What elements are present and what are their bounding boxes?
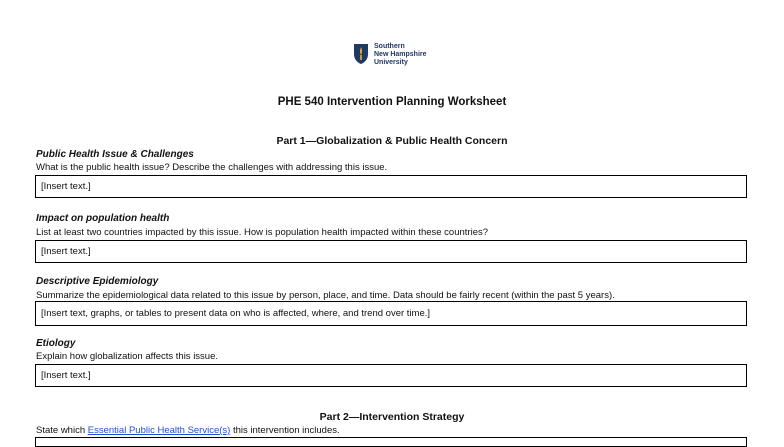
logo-line-3: University bbox=[374, 59, 408, 66]
section-heading-epidemiology: Descriptive Epidemiology bbox=[36, 276, 159, 287]
section-heading-issue: Public Health Issue & Challenges bbox=[36, 149, 194, 160]
document-title: PHE 540 Intervention Planning Worksheet bbox=[277, 96, 507, 108]
part-2-prompt bbox=[36, 425, 340, 436]
issue-text-field[interactable] bbox=[35, 175, 747, 198]
issue-text-value: [Insert text.] bbox=[41, 181, 91, 192]
part-2-text-field[interactable] bbox=[35, 437, 747, 447]
section-prompt-epidemiology: Summarize the epidemiological data related to this issue by person, place, and time. Data should be fairly recent (within the past 5 years). bbox=[36, 290, 615, 301]
part-2-title: Part 2—Intervention Strategy bbox=[319, 411, 465, 423]
etiology-text-value: [Insert text.] bbox=[41, 370, 91, 381]
section-heading-impact: Impact on population health bbox=[36, 213, 170, 224]
section-prompt-etiology: Explain how globalization affects this issue. bbox=[36, 351, 219, 362]
logo-text bbox=[374, 43, 427, 67]
section-prompt-issue: What is the public health issue? Describe the challenges with addressing this issue. bbox=[36, 162, 388, 173]
epidemiology-text-field[interactable] bbox=[35, 301, 747, 326]
essential-services-link[interactable]: Essential Public Health Service(s) bbox=[87, 425, 231, 436]
part-2-prompt-after: this intervention includes. bbox=[232, 425, 340, 436]
section-prompt-impact: List at least two countries impacted by this issue. How is population health impacted within these countries? bbox=[36, 227, 489, 238]
impact-text-value: [Insert text.] bbox=[41, 246, 91, 257]
university-logo bbox=[353, 43, 427, 67]
logo-line-1: Southern bbox=[374, 43, 405, 50]
section-heading-etiology: Etiology bbox=[36, 338, 76, 349]
etiology-text-field[interactable] bbox=[35, 364, 747, 387]
impact-text-field[interactable] bbox=[35, 240, 747, 263]
logo-line-2: New Hampshire bbox=[374, 51, 427, 58]
epidemiology-text-value: [Insert text, graphs, or tables to present data on who is affected, where, and trend over time.] bbox=[41, 308, 431, 319]
part-1-title: Part 1—Globalization & Public Health Concern bbox=[276, 135, 508, 147]
part-2-prompt-before: State which bbox=[36, 425, 86, 436]
shield-logo-icon bbox=[353, 43, 369, 65]
